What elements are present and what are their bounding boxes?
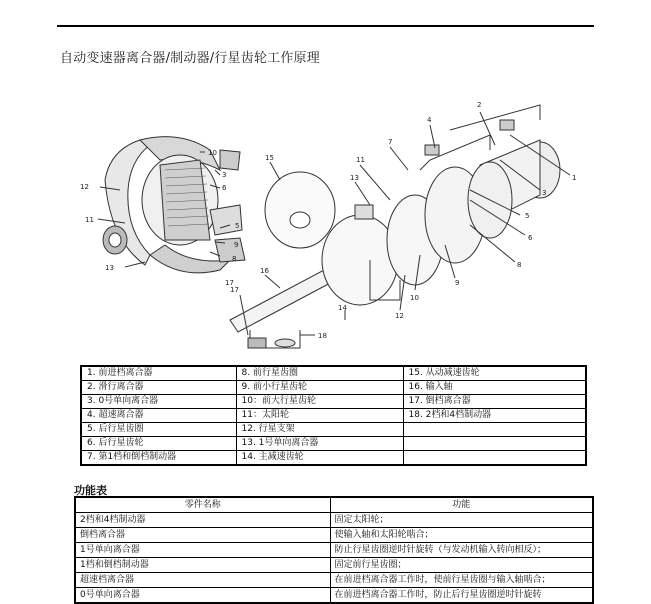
table-row (75, 573, 593, 588)
callout-12: 12 (395, 312, 404, 320)
table-cell: 7. 第1档和倒档制动器 (81, 451, 236, 466)
table-cell: 17. 倒档离合器 (403, 395, 586, 409)
table-cell: 2. 滑行离合器 (81, 381, 236, 395)
table-row (81, 395, 586, 409)
table-row (75, 543, 593, 558)
table-row (81, 409, 586, 423)
callout-3: 3 (542, 189, 547, 197)
table-row (81, 366, 586, 381)
function-table (74, 496, 594, 604)
part-name-cell: 2档和4档制动器 (75, 513, 330, 528)
table-cell: 8. 前行星齿圈 (236, 366, 403, 381)
table-cell: 15. 从动减速齿轮 (403, 366, 586, 381)
callout-9: 9 (455, 279, 460, 287)
callout-14: 14 (338, 304, 347, 312)
table-cell (403, 451, 586, 466)
table-row (81, 381, 586, 395)
table-cell: 6. 后行星齿轮 (81, 437, 236, 451)
callout-left-13: 13 (105, 264, 114, 272)
table-cell: 5. 后行星齿圈 (81, 423, 236, 437)
callout-left-5: 5 (235, 222, 240, 230)
table-row (81, 423, 586, 437)
figure-number: 17 (225, 279, 234, 287)
callout-left-6: 6 (222, 184, 227, 192)
table-header-row (75, 497, 593, 513)
callout-15: 15 (265, 154, 274, 162)
table-cell: 4. 超速离合器 (81, 409, 236, 423)
callout-18: 18 (318, 332, 327, 340)
callout-10: 10 (410, 294, 419, 302)
table-cell: 1. 前进档离合器 (81, 366, 236, 381)
callout-left-3: 3 (222, 171, 227, 179)
callout-1: 1 (572, 174, 577, 182)
callout-8: 8 (517, 261, 522, 269)
callout-4: 4 (427, 116, 432, 124)
table-cell: 18. 2档和4档制动器 (403, 409, 586, 423)
callout-left-10: 10 (208, 149, 217, 157)
callout-left-9: 9 (234, 241, 239, 249)
table-row (81, 451, 586, 466)
function-cell: 防止行星齿圈逆时针旋转（与发动机输入转向相反）； (330, 543, 593, 558)
callout-left-11: 11 (85, 216, 94, 224)
function-cell: 固定前行星齿圈； (330, 558, 593, 573)
callout-6: 6 (528, 234, 533, 242)
part-name-cell: 1号单向离合器 (75, 543, 330, 558)
callout-11: 11 (356, 156, 365, 164)
table-row (75, 558, 593, 573)
table-cell (403, 423, 586, 437)
function-cell: 固定太阳轮； (330, 513, 593, 528)
table-cell: 10：前大行星齿轮 (236, 395, 403, 409)
function-cell: 在前进档离合器工作时，使前行星齿圈与输入轴啮合； (330, 573, 593, 588)
function-table-title: 功能表 (74, 484, 107, 497)
table-cell: 3. 0号单向离合器 (81, 395, 236, 409)
table-cell: 9. 前小行星齿轮 (236, 381, 403, 395)
transmission-diagram (70, 90, 590, 350)
column-header-part-name: 零件名称 (75, 497, 330, 513)
header-rule (57, 25, 594, 27)
callout-16: 16 (260, 267, 269, 275)
part-name-cell: 0号单向离合器 (75, 588, 330, 604)
table-row (81, 437, 586, 451)
table-cell: 14. 主减速齿轮 (236, 451, 403, 466)
callout-17: 17 (230, 286, 239, 294)
callout-2: 2 (477, 101, 482, 109)
cutaway-assembly-illustration (98, 137, 245, 273)
part-name-cell: 倒档离合器 (75, 528, 330, 543)
callout-5: 5 (525, 212, 530, 220)
table-cell: 12. 行星支架 (236, 423, 403, 437)
function-cell: 使输入轴和太阳轮啮合； (330, 528, 593, 543)
parts-legend-table (80, 365, 587, 466)
page-title: 自动变速器离合器/制动器/行星齿轮工作原理 (60, 51, 320, 66)
part-name-cell: 1档和倒档制动器 (75, 558, 330, 573)
table-cell: 13. 1号单向离合器 (236, 437, 403, 451)
table-row (75, 528, 593, 543)
function-cell: 在前进档离合器工作时，防止后行星齿圈逆时针旋转 (330, 588, 593, 604)
table-row (75, 513, 593, 528)
callout-7: 7 (388, 138, 393, 146)
table-cell: 16. 输入轴 (403, 381, 586, 395)
table-cell (403, 437, 586, 451)
part-name-cell: 超速档离合器 (75, 573, 330, 588)
callout-left-12: 12 (80, 183, 89, 191)
table-cell: 11：太阳轮 (236, 409, 403, 423)
column-header-function: 功能 (330, 497, 593, 513)
callout-left-8: 8 (232, 255, 237, 263)
callout-13: 13 (350, 174, 359, 182)
